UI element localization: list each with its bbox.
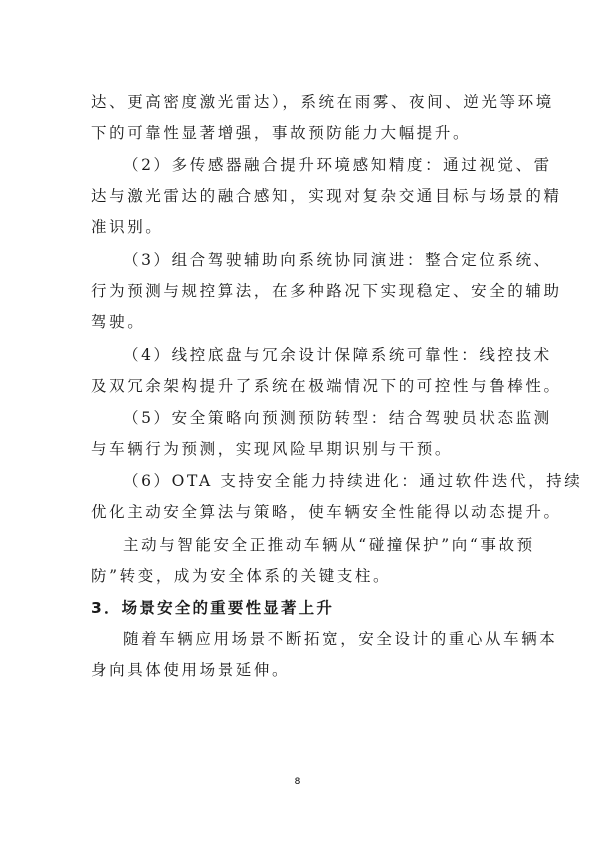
paragraph-line: 及双冗余架构提升了系统在极端情况下的可控性与鲁棒性。 — [91, 377, 562, 395]
paragraph-line: 准识别。 — [91, 218, 164, 236]
paragraph-line: （3）组合驾驶辅助向系统协同演进：整合定位系统、 — [123, 251, 552, 269]
paragraph-line: 优化主动安全算法与策略，使车辆安全性能得以动态提升。 — [91, 503, 562, 521]
paragraph-line: 下的可靠性显著增强，事故预防能力大幅提升。 — [91, 124, 472, 142]
paragraph-line: 随着车辆应用场景不断拓宽，安全设计的重心从车辆本 — [123, 630, 558, 648]
paragraph-line: 达与激光雷达的融合感知，实现对复杂交通目标与场景的精 — [91, 187, 562, 205]
paragraph-line: （6）OTA 支持安全能力持续进化：通过软件迭代，持续 — [123, 472, 583, 490]
paragraph-line: 防”转变，成为安全体系的关键支柱。 — [91, 567, 392, 585]
section-heading: 3．场景安全的重要性显著上升 — [91, 599, 335, 617]
paragraph-line: 驾驶。 — [91, 313, 146, 331]
paragraph-line: 身向具体使用场景延伸。 — [91, 661, 291, 679]
paragraph-line: 达、更高密度激光雷达），系统在雨雾、夜间、逆光等环境 — [91, 93, 554, 111]
paragraph-line: （4）线控底盘与冗余设计保障系统可靠性：线控技术 — [123, 346, 552, 364]
paragraph-line: （5）安全策略向预测预防转型：结合驾驶员状态监测 — [123, 409, 552, 427]
paragraph-line: 与车辆行为预测，实现风险早期识别与干预。 — [91, 440, 454, 458]
paragraph-line: 行为预测与规控算法，在多种路况下实现稳定、安全的辅助 — [91, 282, 562, 300]
paragraph-line: （2）多传感器融合提升环境感知精度：通过视觉、雷 — [123, 156, 552, 174]
page-number: 8 — [294, 777, 301, 787]
paragraph-line: 主动与智能安全正推动车辆从“碰撞保护”向“事故预 — [123, 536, 535, 554]
